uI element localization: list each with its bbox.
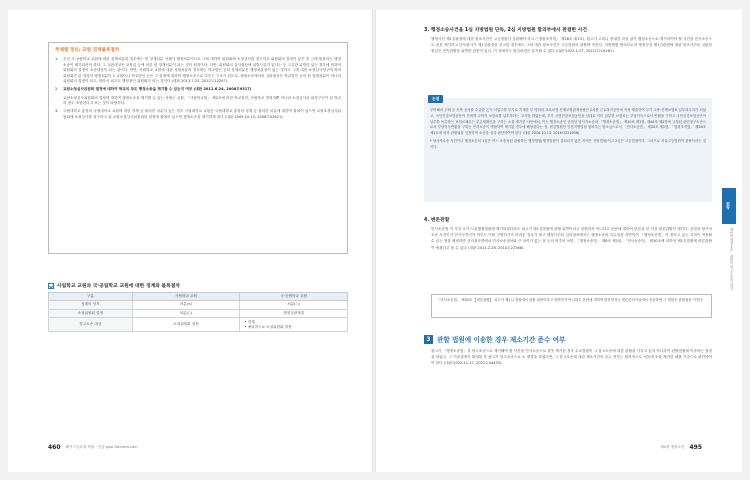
note-item-number	[55, 96, 63, 107]
side-running-text: 제1편 행정소송 · 제2장 항고소송의 대상	[729, 228, 733, 290]
checkbox-icon	[48, 283, 54, 289]
section-body: 민사소송법 이 사건 소가 서울행정법원에 제기되었더라도 피고가 제1심법원에 관할 위반이라고 항변하지 아니하고 본안에 대하여 변론을 한 이상 변론관할이 생긴다. 공법상 당사자소송 사건인지 민사사건인지 여부는 이를 구별하기가 어려운 경우가 많고 행정사건의 심리절차에서는 행정소송의 특수성을 감안하여 「행정소송법」이 정하고 있는 특칙이 적용될 수 있는 점을 제외하면 심리절차면에서 민사소송절차와 큰 차이가 없는 점 등의 비추어 보면, 「행정소송법」 제8조 제2항, 「민사소송법」 제30조에 의하여 제1심법원에 변론관할이 생겼다고 볼 수 있다 (대판 2013.2.28, 2010두22368).	[431, 227, 712, 250]
note-item-number: 2.	[55, 87, 59, 92]
table-cell: 처분(○)	[132, 309, 240, 318]
comparison-table	[48, 292, 348, 332]
reference-body: 부여해서 주택 등 신축 공사를 수급한 乙이 사업주를 부가로 기재한 부 명의의 교육보험·산재보험관계성립신고서를 근로복지공단에 작성·제출하여 부가 고용·산재보험료 납부의무자가 되었고, 국민건강보험공단이 부에게 나머지 보험료를 납부하라는 고지를 하였는데, 부가 국민건강보험공단을 상대로 이미 납부한 보험료는 부당이득으로서 반환을 구하고 국민건강보험공단이 납부를 독촉하는 보험료채무는 부존재확인을 구하는 소를 제기한 사안에서, 이는 행정소송인 공법상 당사자소송과 「행정소송법」 제10조 제1항, 제44조 제2항에 규정된 관련청구소송으로서 부당이득반환을 구하는 민사소송이 병합하여 제기된 경우에 해당한다는 점, 원심법원인 인천지방법원 합의부는 항소심으로서 「민사소송법」 제34조 제1항, 「법원조직법」 제28조 제1호에 따라 관할권을 인정하여 소송을 심리·판단하여야 한다 (대판 2016.10.13, 2016다221658).	[430, 108, 706, 136]
table-row	[49, 309, 348, 318]
list-item: • 징계	[244, 319, 255, 324]
chapter-number: 3	[424, 335, 433, 344]
note-item-text: 교원소청심사위원회의 결정에 대하여 행정소송을 제기할 수 있는 자에는 교원, 「사립학교법」 제2조에 의한 학교법인, 사립학교 경영자뿐 아니라 소청심사의 피청구인이 된 학교의 장도 포함된다고 보는 것이 타당하다.	[63, 95, 341, 106]
table-row	[49, 318, 348, 332]
table-cell: 항고소송 대상	[49, 318, 133, 332]
note-item	[55, 109, 341, 120]
table-cell: 징계의 성격	[49, 301, 133, 310]
column-header: 사립학교 교원	[132, 293, 240, 301]
list-item: • 예외적으로 소청위원회 결정	[244, 324, 292, 329]
page-number: 495	[689, 444, 702, 451]
chapter-body: 원고가 「행정소송법」상 항고소송으로 제기해야 할 사건을 민사소송으로 잘못 제기한 경우 수소법원이 그 항고소송에 대한 관할을 가지고 있지 아니하여 관할법원에 이송하는 결정을 하였고, 그 이송결정이 확정된 후 원고가 항고소송으로 소 변경을 하였다면, 그 항고소송에 대한 제소기간의 준수 여부는 원칙적으로 처음에 소를 제기한 때를 기준으로 판단하여야 한다 (대판 2022.11.17, 2021두44425).	[431, 349, 712, 366]
column-header: 구분	[49, 293, 133, 301]
reference-tag: 논점	[428, 95, 443, 103]
note-item-text: 국립대학교 총장의 국립대학교 교원에 대한 징계 등 불리한 처분이 있는 경우 국립대학교 교원은 국립대학교 총장의 징계 등 불리한 처분에 대하여 불복이 있으면 교원소청심사위원회에 소청심사를 청구하고 위 교원소청심사위원회의 결정에 불복이 있으면 행정소송을 제기하게 된다 (대판 2009.10.15, 2008다32621).	[63, 109, 341, 119]
table-cell: 처분(×)	[132, 301, 240, 310]
reference-note: * 당사자소송 사건이나 행정소송의 1심은 여느 소송처럼 관할하는 행정법원(행정법원이 설치되지 않은 지역은 지방법원)이고 2심은 고등법원이다. 그러므로 서울고등법원이 관할이라는 것이다.	[430, 138, 706, 149]
footer-source: 제4장 행정소송	[660, 445, 685, 449]
table-cell-list	[240, 318, 348, 332]
chapter-title: 관할 법원에 이송한 경우 제소기간 준수 여부	[437, 336, 566, 344]
table-row	[49, 301, 348, 310]
note-item	[55, 96, 341, 107]
section-heading: 4. 변론관할	[424, 218, 450, 223]
section-body: 행정사건 제1심판결에 대한 항소사건은 고등법원이 심판해야 하고 (「법원조직법」 제28조 제1호), 원고가 고의나 중대한 과실 없이 행정소송으로 제기하여야 할 사건을 민사소송으로 잘못 제기하고 단독판사가 제1심판결을 선고한 경우에도 그에 대한 항소사건은 고등법원의 관할에 속한다. 지방법원 합의부로서 행정사건 제1심판결에 대한 항소사건을 심판한 원심은 전속관할을 위반한 잘못이 있다. 이 점에서도 원심판결은 유지될 수 없다 (대판 2022.1.27, 2021다219161).	[431, 37, 712, 54]
footer-source: 해커스공무원 학원 · 인강 gosi.Hackers.com	[65, 445, 138, 449]
table-cell: 소청위원회 결정	[49, 309, 133, 318]
section-4	[424, 216, 712, 251]
page-number: 460	[48, 444, 61, 451]
list-item-text: 징계	[247, 319, 255, 324]
left-footer	[48, 444, 138, 451]
note-title: 주제별 정리: 교원 징계불복절차	[55, 48, 120, 53]
note-item-text: 우선 국·공립학교 교원에 대한 징계처분의 경우에는 헌 징계처분 자체가 행정처분이므로 그에 대하여 위원회에 소청심사를 청구하고 위원회의 결정이 있은 후 그에 불복하는 행정소송이 제기되어야 한다. 그 심판대상은 교육감 등에 의한 원 징계처분이 되는 것이 원칙이다. 다만, 위원회의 심사절차에 위법사유가 있다는 등 고유한 위법이 있는 경우에 한하여 위원회의 결정이 소송대상이 되는 것이다. 반면, 사립학교 교원에 대한 징계처분의 경우에는 학교법인 등의 징계처분은 행정처분성이 없는 것이고 그에 대한 소청심사청구에 따라 위원회가 한 결정이 행정처분이고 교원이나 학교법인 등은 그 결정에 대하여 행정소송으로 다투는 구조가 되므로, 행정소송에서의 심판대상은 학교법인 등의 원 징계처분이 아니라 위원회의 결정이 되고, 따라서 피고도 행정청인 위원회가 되는 것이다 (대판 2013.7.25, 2012두12297).	[63, 57, 341, 84]
note-item-number: 3.	[55, 109, 59, 114]
note-item-number: 1.	[55, 57, 59, 61]
note-item	[55, 87, 341, 93]
reference-box	[424, 98, 712, 202]
chapter-body-wrap	[424, 348, 712, 367]
table-cell: 행정심판재결	[240, 309, 348, 318]
list-item-text: 예외적으로 소청위원회 결정	[247, 324, 292, 329]
section-heading: 3. 행정소송사건을 1심 지방법원 단독, 2심 지방법원 합의부에서 판결한 사건	[424, 28, 588, 33]
table-cell: 소청위원회 결정	[132, 318, 240, 332]
table-section-title: 사립학교 교원과 국·공립학교 교원에 대한 징계와 불복절차	[57, 284, 181, 289]
table-section-heading	[48, 282, 180, 289]
chapter-heading	[424, 334, 565, 344]
table-cell: 처분(○)	[240, 301, 348, 310]
section-3	[424, 26, 712, 55]
summary-note-box	[48, 42, 348, 254]
note-item	[55, 57, 341, 85]
column-header: 국·공립학교 교원	[240, 293, 348, 301]
right-footer	[660, 444, 702, 451]
side-tab: 회독	[722, 188, 736, 224]
note-item-text: 교원소청심사위원회 결정에 대하여 학교의 장도 행정소송을 제기할 수 있는지 여부 (대판 2011.6.24, 2008두9317)	[63, 87, 252, 92]
table-header-row	[49, 293, 348, 301]
statute-quote-box: 「민사소송법」 제30조 【변론관할】 피고가 제1심 법원에서 관할 위반이라고 항변하지 아니하고 본안에 대하여 변론하거나 변론준비기일에서 진술하면 그 법원은 관할권을 가진다.	[431, 294, 712, 318]
